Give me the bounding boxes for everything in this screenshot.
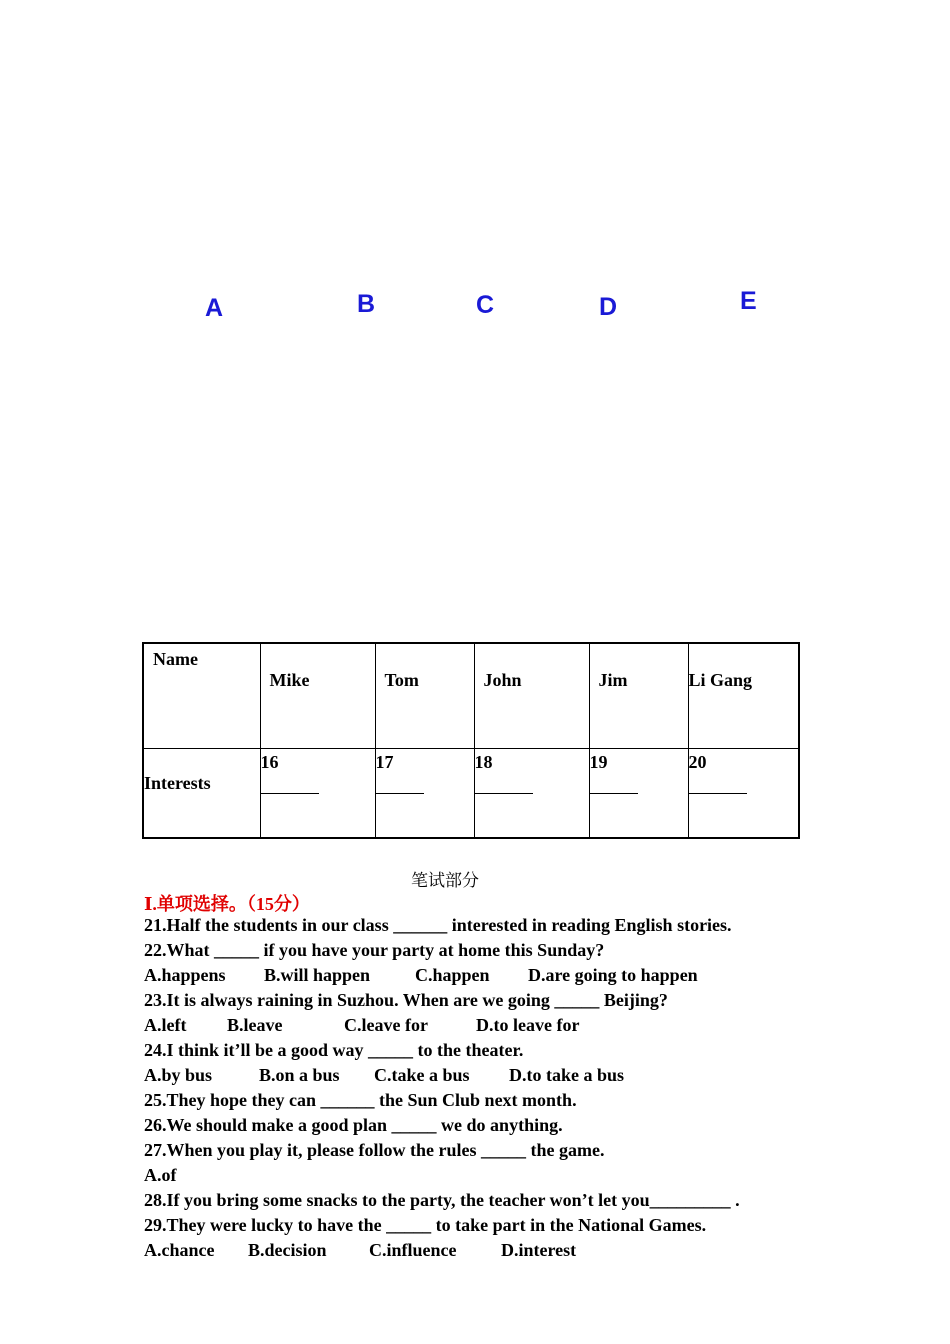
table-cell-answer [589, 748, 688, 838]
picture-label-a: A [205, 294, 224, 322]
student-name: John [483, 670, 522, 690]
table-cell-header [143, 643, 260, 748]
option-29-a: A.chance [144, 1240, 215, 1260]
table-cell-answer [375, 748, 474, 838]
answer-blank-line [689, 793, 747, 794]
name-header: Name [153, 649, 198, 669]
option-29-c: C.influence [369, 1240, 457, 1260]
option-22-d: D.are going to happen [528, 965, 698, 985]
answer-number: 20 [688, 751, 707, 772]
question-22: 22.What _____ if you have your party at home this Sunday? [144, 940, 605, 960]
option-22-c: C.happen [415, 965, 490, 985]
picture-label-d: D [599, 293, 618, 321]
option-29-d: D.interest [501, 1240, 577, 1260]
answer-blank-line [261, 793, 319, 794]
option-24-b: B.on a bus [259, 1065, 340, 1085]
table-cell-name [260, 643, 375, 748]
answer-number: 18 [474, 751, 493, 772]
option-23-d: D.to leave for [476, 1015, 580, 1035]
written-section-title: 笔试部分 [411, 871, 479, 891]
student-name: Jim [598, 670, 628, 690]
interests-table [142, 642, 800, 839]
question-21: 21.Half the students in our class ______ interested in reading English stories. [144, 915, 732, 935]
question-26: 26.We should make a good plan _____ we do anything. [144, 1115, 563, 1135]
table-cell-name [474, 643, 589, 748]
part1-title: Ⅰ.单项选择。（15分） [144, 894, 310, 914]
option-23-a: A.left [144, 1015, 187, 1035]
answer-number: 16 [260, 751, 279, 772]
table-cell-name [375, 643, 474, 748]
answer-blank-line [475, 793, 533, 794]
option-23-b: B.leave [227, 1015, 283, 1035]
option-24-c: C.take a bus [374, 1065, 470, 1085]
table-cell-answer [474, 748, 589, 838]
picture-label-c: C [476, 291, 495, 319]
student-name: Tom [384, 670, 419, 690]
table-row-names [143, 643, 799, 748]
question-28: 28.If you bring some snacks to the party, the teacher won’t let you_________ . [144, 1190, 740, 1210]
option-22-b: B.will happen [264, 965, 371, 985]
student-name: Li Gang [688, 670, 753, 690]
table-cell-row-label [143, 748, 260, 838]
answer-blank-line [376, 793, 424, 794]
question-27: 27.When you play it, please follow the rules _____ the game. [144, 1140, 605, 1160]
interests-label: Interests [144, 772, 211, 793]
table-cell-answer [688, 748, 799, 838]
question-29: 29.They were lucky to have the _____ to take part in the National Games. [144, 1215, 707, 1235]
option-27-a: A.of [144, 1165, 177, 1185]
option-23-c: C.leave for [344, 1015, 428, 1035]
picture-label-b: B [357, 290, 376, 318]
picture-label-e: E [740, 287, 757, 315]
table-cell-answer [260, 748, 375, 838]
table-cell-name [589, 643, 688, 748]
option-22-a: A.happens [144, 965, 226, 985]
answer-number: 19 [589, 751, 608, 772]
table-row-interests [143, 748, 799, 838]
student-name: Mike [269, 670, 310, 690]
table-cell-name [688, 643, 799, 748]
question-25: 25.They hope they can ______ the Sun Club next month. [144, 1090, 577, 1110]
option-24-a: A.by bus [144, 1065, 213, 1085]
question-23: 23.It is always raining in Suzhou. When are we going _____ Beijing? [144, 990, 668, 1010]
question-24: 24.I think it’ll be a good way _____ to the theater. [144, 1040, 524, 1060]
answer-number: 17 [375, 751, 394, 772]
option-24-d: D.to take a bus [509, 1065, 625, 1085]
answer-blank-line [590, 793, 638, 794]
option-29-b: B.decision [248, 1240, 327, 1260]
